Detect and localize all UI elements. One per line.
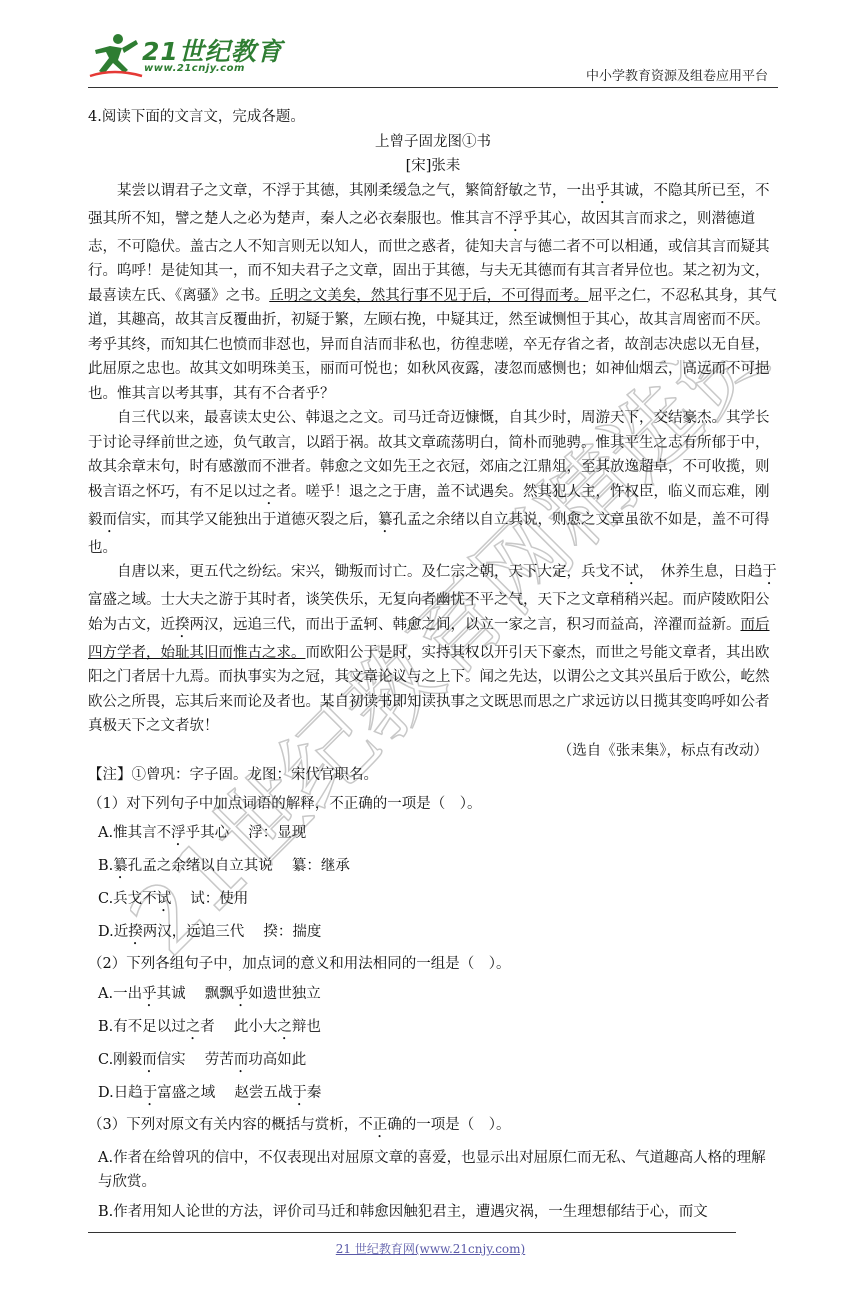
dotted-word: 试 [624, 564, 639, 580]
annotation-note: 【注】①曾巩：字子固。龙图：宋代官职名。 [88, 767, 378, 783]
dotted-word: 于 [762, 564, 777, 580]
brand-logo [88, 30, 288, 82]
question-1-stem: （1）对下列句子中加点词语的解释，不正确的一项是（ ）。 [88, 795, 482, 812]
dotted-word: 浮 [508, 210, 523, 227]
question-2-stem: （2）下列各组句子中，加点词的意义和用法相同的一组是（ ）。 [88, 956, 511, 972]
question-1-option-c[interactable]: C.兵戈不试 试：使用 [98, 891, 249, 907]
dotted-word: 揆 [175, 616, 190, 633]
passage-paragraph-2: 自三代以来，最喜读太史公、韩退之之文。司马迁奇迈慷慨，自其少时，周游天下，交结豪杰。其学长于讨论寻绎前世之迹，负气敢言，以蹈于祸。故其文章疏荡明白，简朴而驰骋。惟其平生之志有所郁于中，故其余章末句，时有感激而不泄者。韩愈之文如先王之衣冠，郊庙之江鼎俎，至其放逸超卓，不可收揽，则极言语之怀巧，有不足以过之者。嗟乎！退之之于唐，盖不试遇矣。然其犯人主，忤权臣，临义而忘难，刚毅而信实，而其学又能独出于道德灭裂之后，纂孔孟之余绪以自立其说，则愈之文章虽欲不如是，盖不可得也。 [88, 410, 770, 556]
passage-title: 上曾子固龙图①书 [375, 133, 491, 150]
question-2-option-c[interactable]: C.刚毅而信实 劳苦而功高如此 [98, 1051, 307, 1068]
logo-text: 21世纪教育 [142, 37, 283, 66]
dotted-word: 之 [262, 483, 277, 500]
question-3-option-b[interactable]: B.作者用知人论世的方法，评价司马迁和韩愈因触犯君主，遭遇灾祸，一生理想郁结于心，而文 [98, 1203, 708, 1220]
underlined-sentence: 而后四方学者，始耻其旧而惟古之求。 [88, 616, 770, 661]
source-citation: （选自《张耒集》，标点有改动） [557, 742, 768, 759]
underlined-sentence: 丘明之文美矣，然其行事不见于后，不可得而考。 [269, 287, 589, 304]
question-2-option-d[interactable]: D.日趋于富盛之域 赵尝五战于秦 [98, 1084, 322, 1101]
footer-link[interactable]: 21 世纪教育网(www.21cnjy.com) [335, 1242, 526, 1256]
watermark-text: 21世纪教育网精选资料 [130, 360, 790, 976]
dotted-word: 纂 [378, 511, 393, 528]
question-3-option-a[interactable]: A.作者在给曾巩的信中，不仅表现出对屈原文章的喜爱，也显示出对屈原仁而无私、气道趣高人格的理解与欣赏。 [98, 1149, 766, 1190]
question-1-option-a[interactable]: A.惟其言不浮乎其心 浮：显现 [98, 825, 307, 841]
passage-paragraph-3: 自唐以来，更五代之纷纭。宋兴，锄叛而讨亡。及仁宗之朝，天下大定，兵戈不试， 休养生息，日趋于富盛之域。士大夫之游于其时者，谈笑佚乐，无复向者幽忧不平之气，天下之文章稍稍兴起。而庐陵欧阳公始为古文，近揆两汉，远追三代，而出于孟轲、韩愈之间，以立一家之言，积习而益高，淬濯而益新。而后四方学者，始耻其旧而惟古之求。而欧阳公于是时，实持其权以开引天下豪杰，而世之号能文章者，其出欧阳之门者居十九焉。而执事实为之冠，其文章论议与之上下。闻之先达，以谓公之文其兴虽后于欧公，屹然欧公之所畏，忘其后来而论及者也。某自初读书即知读执事之文既思而思之广求远访以日揽其变呜呼如公者真极天下之文者欤！ [88, 564, 777, 734]
platform-name: 中小学教育资源及组卷应用平台 [585, 69, 768, 84]
question-intro: 4.阅读下面的文言文，完成各题。 [88, 109, 305, 125]
question-3-stem: （3）下列对原文有关内容的概括与赏析，不正确的一项是（ ）。 [88, 1116, 511, 1133]
question-1-option-b[interactable]: B.纂孔孟之余绪以自立其说 纂：继承 [98, 858, 350, 874]
question-2-option-a[interactable]: A.一出乎其诚 飘飘乎如遗世独立 [98, 985, 321, 1002]
passage-paragraph-1: 某尝以谓君子之文章，不浮于其德，其刚柔缓急之气，繁简舒敏之节，一出乎其诚，不隐其所已至，不强其所不知，譬之楚人之必为楚声，秦人之必衣秦服也。惟其言不浮乎其心，故因其言而求之，则潜德道志，不可隐伏。盖古之人不知言则无以知人，而世之惑者，徒知夫言与德二者不可以相通，或信其言而疑其行。呜呼！是徒知其一，而不知夫君子之文章，固出于其德，与夫无其德而有其言者异位也。某之初为文，最喜读左氏、《离骚》之书。丘明之文美矣，然其行事不见于后，不可得而考。屈平之仁，不忍私其身，其气道，其趣高，故其言反覆曲折，初疑于繁，左顾右挽，中疑其迂，然至诚恻怛于其心，故其言周密而不厌。考乎其终，而知其仁也愤而非怼也，异而自洁而非私也，彷徨悲嗟，卒无存省之者，故剖志决虑以无自昼，此屈原之忠也。故其文如明珠美玉，丽而可悦也；如秋风夜露，凄忽而感恻也；如神仙烟云，高远而不可挹也。惟其言以考其事，其有不合者乎？ [88, 182, 777, 402]
runner-icon [88, 30, 144, 80]
dotted-word: 乎 [595, 182, 610, 199]
page-header [88, 30, 778, 88]
header-divider [88, 87, 778, 88]
passage-author: [宋]张耒 [405, 158, 461, 174]
logo-url: www.21cnjy.com [144, 63, 245, 74]
footer-divider [88, 1232, 736, 1233]
dotted-word: 而 [102, 511, 117, 528]
question-1-option-d[interactable]: D.近揆两汉，远追三代 揆：揣度 [98, 924, 322, 940]
question-content [88, 105, 778, 1224]
question-2-option-b[interactable]: B.有不足以过之者 此小大之辩也 [98, 1018, 321, 1035]
